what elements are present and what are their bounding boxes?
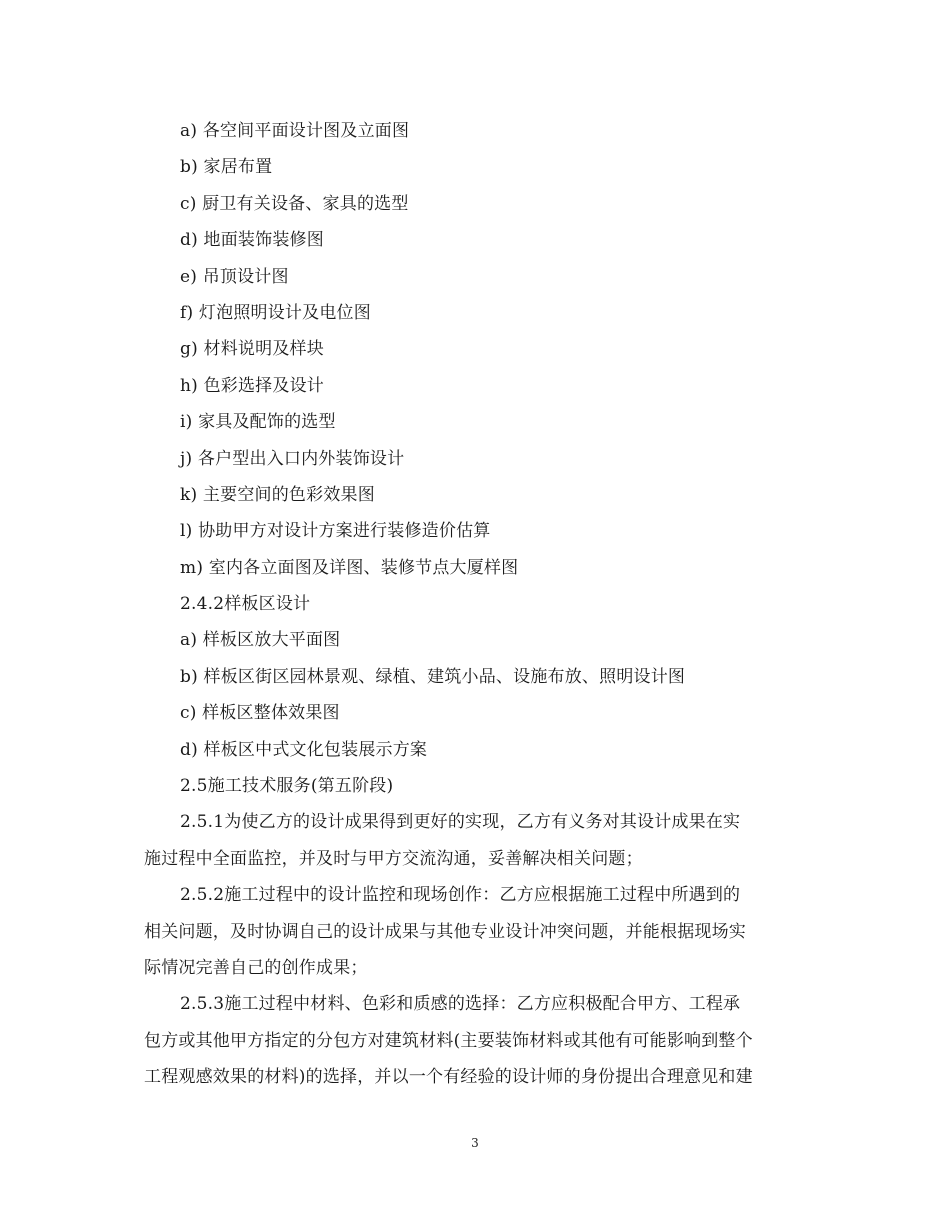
list-item: k) 主要空间的色彩效果图 [180,484,375,505]
paragraph-line: 2.5.2施工过程中的设计监控和现场创作：乙方应根据施工过程中所遇到的 [180,885,741,906]
list-item: f) 灯泡照明设计及电位图 [180,302,371,323]
list-item: i) 家具及配饰的选型 [180,412,336,433]
page-number: 3 [471,1136,479,1150]
paragraph-line: 相关问题，及时协调自己的设计成果与其他专业设计冲突问题，并能根据现场实 [144,921,746,942]
paragraph-line: 2.5.3施工过程中材料、色彩和质感的选择：乙方应积极配合甲方、工程承 [180,994,741,1015]
list-item: d) 样板区中式文化包装展示方案 [180,739,428,760]
list-item: d) 地面装饰装修图 [180,230,324,251]
paragraph-2-5-2 [144,877,809,986]
list-item: l) 协助甲方对设计方案进行装修造价估算 [180,521,491,542]
list-item: b) 家居布置 [180,157,273,178]
paragraph-line: 际情况完善自己的创作成果； [144,958,368,979]
list-item: m) 室内各立面图及详图、装修节点大厦样图 [180,557,519,578]
list-item: c) 厨卫有关设备、家具的选型 [180,193,409,214]
page-content [144,113,809,1096]
paragraph-line: 包方或其他甲方指定的分包方对建筑材料(主要装饰材料或其他有可能影响到整个 [144,1030,753,1051]
paragraph-2-5-1 [144,804,809,877]
paragraph-line: 工程观感效果的材料)的选择，并以一个有经验的设计师的身份提出合理意见和建 [144,1067,753,1088]
list-item: e) 吊顶设计图 [180,266,289,287]
list-item: j) 各户型出入口内外装饰设计 [180,448,405,469]
paragraph-line: 施过程中全面监控，并及时与甲方交流沟通，妥善解决相关问题； [144,848,643,869]
list-item: g) 材料说明及样块 [180,339,324,360]
list-item: c) 样板区整体效果图 [180,703,340,724]
section-heading-2-5: 2.5施工技术服务(第五阶段) [180,776,394,797]
list-item: a) 样板区放大平面图 [180,630,341,651]
list-item: a) 各空间平面设计图及立面图 [180,121,410,141]
paragraph-2-5-3 [144,986,809,1095]
paragraph-line: 2.5.1为使乙方的设计成果得到更好的实现，乙方有义务对其设计成果在实 [180,812,741,833]
section-heading-2-4-2: 2.4.2样板区设计 [180,594,311,615]
list-item: h) 色彩选择及设计 [180,375,324,396]
list-item: b) 样板区街区园林景观、绿植、建筑小品、设施布放、照明设计图 [180,666,686,687]
